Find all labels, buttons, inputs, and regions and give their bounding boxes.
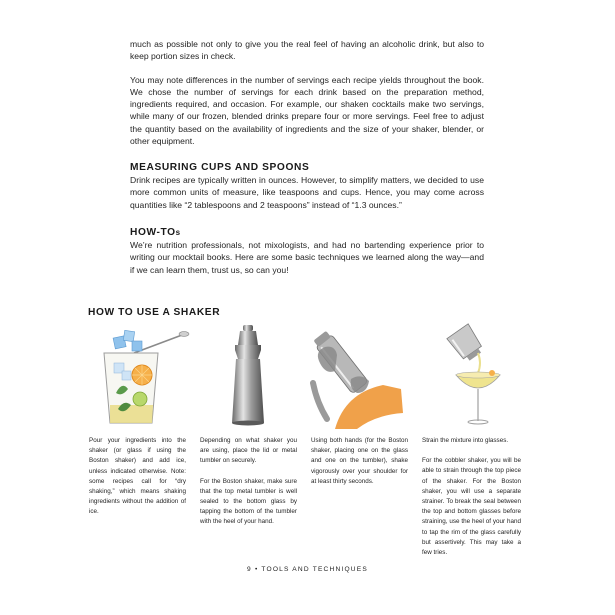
shaker-step-4-text-2: For the cobbler shaker, you will be able to strain through the top piece of the shaker. For the Boston shaker, you will use a separate strainer. To break the seal between the top and bottom glasses before straining, use the heel of your hand to tap the rim of the glass carefully but assertively. This may take a few tries. (422, 457, 521, 557)
glass-with-ingredients-illustration (98, 323, 194, 431)
shaker-step-3 (311, 436, 408, 487)
howtos-heading-main: HOW-TO (130, 227, 176, 238)
measuring-text: Drink recipes are typically written in ounces. However, to simplify matters, we decided to use more common units of measure, like teaspoons and cups. Hence, you may come across quantities like “2 tablespoons and 2 teaspoons” instead of “1.3 ounces.” (130, 175, 484, 210)
shaker-step-2-text-1: Depending on what shaker you are using, place the lid or metal tumbler on securely. (200, 437, 297, 465)
shaker-step-1-text: Pour your ingredients into the shaker (or glass if using the Boston shaker) and add ice, unless indicated otherwise. Note: some recipes call for “dry shaking,” which means shaking ingredients without the addition of ice. (89, 437, 186, 516)
hands-shaking-illustration (305, 323, 405, 431)
page-number: 9 (247, 566, 252, 573)
howtos-section (130, 226, 484, 276)
shaker-step-4 (422, 436, 521, 558)
measuring-section (130, 161, 484, 211)
shaker-step-3-text: Using both hands (for the Boston shaker, placing one on the glass and one on the tumbler), shake vigorously over your shoulder for at least thirty seconds. (311, 437, 408, 485)
shaker-step-2-text-2: For the Boston shaker, make sure that the top metal tumbler is well sealed to the bottom glass by tapping the bottom of the tumbler with the heel of your hand. (200, 477, 297, 526)
intro-paragraph-2: You may note differences in the number of servings each recipe yields throughout the book. We chose the number of servings for each drink based on the preparation method, ingredients required, and occasion. For example, our shaken cocktails make two servings, while many of our frozen, blended drinks prepare four or more servings. Feel free to adjust the quantity based on the availability of ingredients and the size of your shaker, blender, or other equipment. (130, 74, 484, 147)
shaker-step-2 (200, 436, 297, 528)
straining-into-glass-illustration (438, 323, 508, 431)
howtos-text: We’re nutrition professionals, not mixologists, and had no bartending experience prior to writing our mocktail books. Here are some basic techniques we learned along the way—and if we can learn them, trust us, so can you! (130, 240, 484, 275)
shaker-title: HOW TO USE A SHAKER (88, 307, 221, 318)
footer-section-title: TOOLS AND TECHNIQUES (261, 566, 368, 573)
page-footer (0, 566, 615, 573)
intro-paragraph-1: much as possible not only to give you the real feel of having an alcoholic drink, but also to keep portion sizes in check. (130, 39, 484, 62)
howtos-heading (130, 226, 484, 239)
intro-block (130, 38, 484, 147)
cobbler-shaker-illustration (218, 323, 278, 431)
shaker-step-1 (89, 436, 186, 518)
footer-separator: • (254, 566, 259, 573)
shaker-step-4-text-1: Strain the mixture into glasses. (422, 437, 509, 444)
measuring-heading: MEASURING CUPS AND SPOONS (130, 162, 310, 173)
howtos-heading-suffix: s (175, 228, 181, 237)
